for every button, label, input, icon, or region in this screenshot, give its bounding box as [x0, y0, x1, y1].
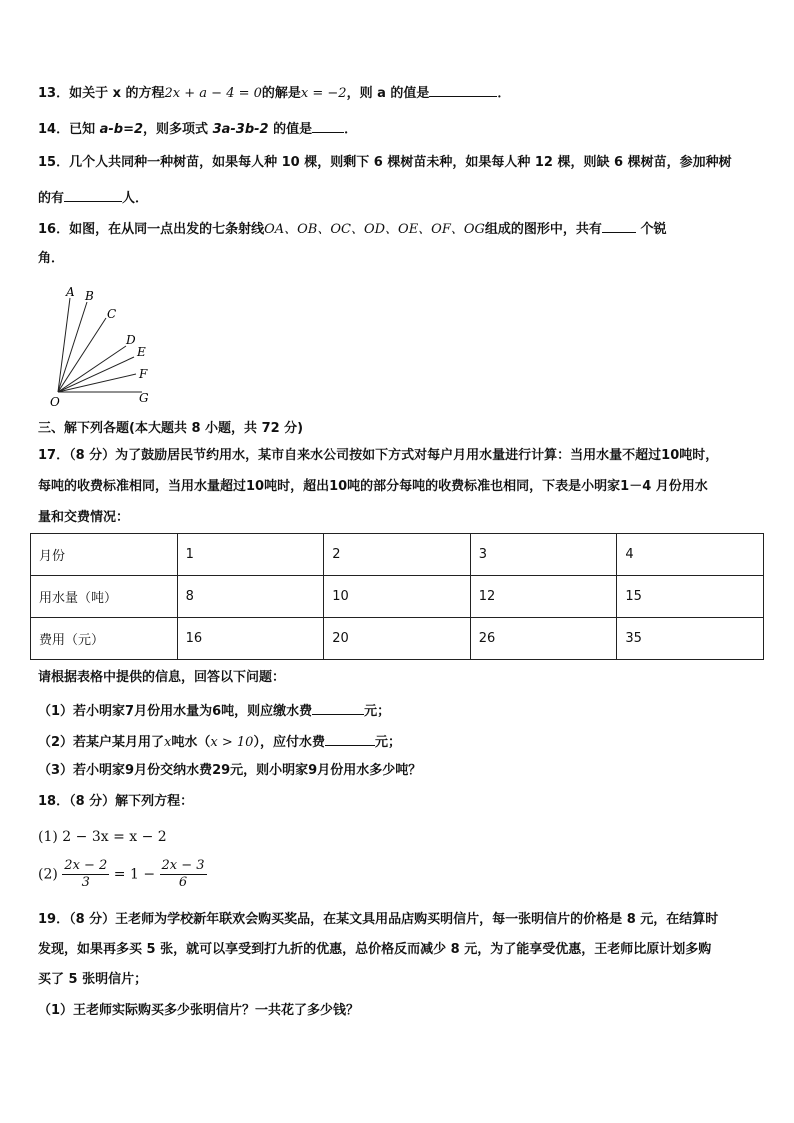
question-18-title: 18．（8 分）解下列方程：	[38, 794, 194, 809]
q17-part-1	[38, 700, 390, 721]
label-a: A	[66, 285, 75, 299]
answer-blank[interactable]	[312, 700, 364, 715]
table-cell: 3	[470, 534, 617, 576]
q14-expression: 3a-3b-2	[212, 122, 269, 137]
rays-figure	[40, 284, 170, 410]
question-15-line-1: 15．几个人共同种一种树苗，如果每人种 10 棵，则剩下 6 棵树苗未种，如果每人种 12 棵，则缺 6 棵树苗，参加种树	[38, 155, 732, 170]
q17-p2-text-c: ），应付水费	[253, 735, 325, 750]
question-16-line-2: 角．	[38, 251, 65, 266]
table-cell: 月份	[31, 534, 178, 576]
question-19-line-1: 19．（8 分）王老师为学校新年联欢会购买奖品，在某文具用品店购买明信片，每一张明信片的价格是 8 元，在结算时	[38, 912, 719, 927]
answer-blank[interactable]	[325, 731, 375, 746]
table-cell: 2	[324, 534, 471, 576]
table-cell: 20	[324, 618, 471, 660]
question-15-line-2	[38, 187, 148, 208]
answer-blank[interactable]	[64, 187, 122, 202]
answer-blank[interactable]	[312, 118, 344, 133]
denominator: 3	[81, 875, 90, 890]
table-cell: 26	[470, 618, 617, 660]
table-cell: 12	[470, 576, 617, 618]
label-o: O	[50, 395, 60, 409]
question-16-line-1	[38, 218, 666, 239]
ray-of	[58, 374, 136, 392]
answer-blank[interactable]	[429, 82, 497, 97]
q16-text-c: 个锐	[635, 222, 667, 237]
question-17-line-2: 每吨的收费标准相同，当用水量超过10吨时，超出10吨的部分每吨的收费标准也相同，下表是小明家1－4 月份用水	[38, 479, 708, 494]
table-row	[31, 534, 764, 576]
q13-equation: 2x + a − 4 = 0	[164, 86, 262, 101]
q13-text: 如关于 x 的方程	[69, 86, 165, 101]
numerator: 2x − 3	[161, 858, 205, 873]
q17-part-2	[38, 731, 401, 752]
question-13	[38, 82, 510, 103]
q14-condition: a-b=2	[99, 122, 144, 137]
q13-number: 13．	[38, 86, 70, 101]
question-19-line-3: 买了 5 张明信片；	[38, 972, 148, 987]
q13-text-b: 的解是	[261, 86, 301, 101]
question-17-line-3: 量和交费情况：	[38, 510, 130, 525]
q17-p1-end: 元；	[364, 704, 391, 719]
label-c: C	[107, 307, 117, 321]
fraction	[62, 858, 109, 891]
q13-text-c: ，则 a 的值是	[346, 86, 430, 101]
table-cell: 35	[617, 618, 764, 660]
q18-equation-1: (1) 2 − 3x = x − 2	[38, 829, 167, 845]
table-cell: 8	[177, 576, 324, 618]
q17-p1-text: （1）若小明家7月份用水量为6吨，则应缴水费	[38, 704, 313, 719]
q16-rays: OA、OB、OC、OD、OE、OF、OG	[264, 222, 485, 237]
label-f: F	[139, 367, 148, 381]
q17-prompt: 请根据表格中提供的信息，回答以下问题：	[38, 670, 286, 685]
table-cell: 4	[617, 534, 764, 576]
q17-p2-end: 元；	[374, 735, 401, 750]
question-17-line-1: 17．（8 分）为了鼓励居民节约用水，某市自来水公司按如下方式对每户月用水量进行计算：当用水量不超过10吨时，	[38, 448, 719, 463]
ray-ob	[58, 302, 87, 392]
section-3-heading: 三、解下列各题(本大题共 8 小题，共 72 分)	[38, 421, 304, 436]
q16-text: 16．如图，在从同一点出发的七条射线	[38, 222, 265, 237]
q15-text: 的有	[38, 191, 65, 206]
q13-solution: x = −2	[300, 86, 347, 101]
ray-od	[58, 346, 126, 392]
table-row	[31, 618, 764, 660]
table-cell: 15	[617, 576, 764, 618]
q16-text-b: 组成的图形中，共有	[484, 222, 602, 237]
question-19-line-2: 发现，如果再多买 5 张，就可以享受到打九折的优惠，总价格反而减少 8 元，为了能享受优惠，王老师比原计划多购	[38, 942, 712, 957]
label-d: D	[126, 333, 136, 347]
q19-part-1: （1）王老师实际购买多少张明信片？一共花了多少钱？	[38, 1003, 360, 1018]
q14-end: ．	[344, 122, 358, 137]
denominator: 6	[178, 875, 188, 890]
table-cell: 用水量（吨）	[31, 576, 178, 618]
q17-p2-condition: x > 10	[210, 735, 254, 750]
fraction	[160, 858, 207, 891]
water-fee-table	[30, 533, 764, 660]
q14-text: 已知	[69, 122, 100, 137]
label-e: E	[137, 345, 146, 359]
label-b: B	[85, 289, 94, 303]
question-14	[38, 118, 357, 139]
answer-blank[interactable]	[602, 218, 636, 233]
q17-p2-x: x	[164, 735, 172, 750]
q14-text-b: ，则多项式	[143, 122, 213, 137]
q15-text-b: 人．	[122, 191, 149, 206]
table-cell: 费用（元）	[31, 618, 178, 660]
q18-equation-2	[38, 858, 207, 891]
q18-eq2-middle: = 1 −	[113, 866, 156, 883]
table-cell: 1	[177, 534, 324, 576]
q14-text-c: 的值是	[268, 122, 313, 137]
q13-end: ．	[497, 86, 511, 101]
q14-number: 14．	[38, 122, 70, 137]
ray-oa	[58, 298, 70, 392]
q17-p2-text-b: 吨水（	[171, 735, 211, 750]
q18-eq2-label: (2)	[38, 866, 58, 883]
q17-p2-text: （2）若某户某月用了	[38, 735, 165, 750]
label-g: G	[139, 391, 149, 405]
numerator: 2x − 2	[64, 858, 108, 873]
table-cell: 16	[177, 618, 324, 660]
table-row	[31, 576, 764, 618]
q17-part-3: （3）若小明家9月份交纳水费29元，则小明家9月份用水多少吨？	[38, 763, 422, 778]
table-cell: 10	[324, 576, 471, 618]
